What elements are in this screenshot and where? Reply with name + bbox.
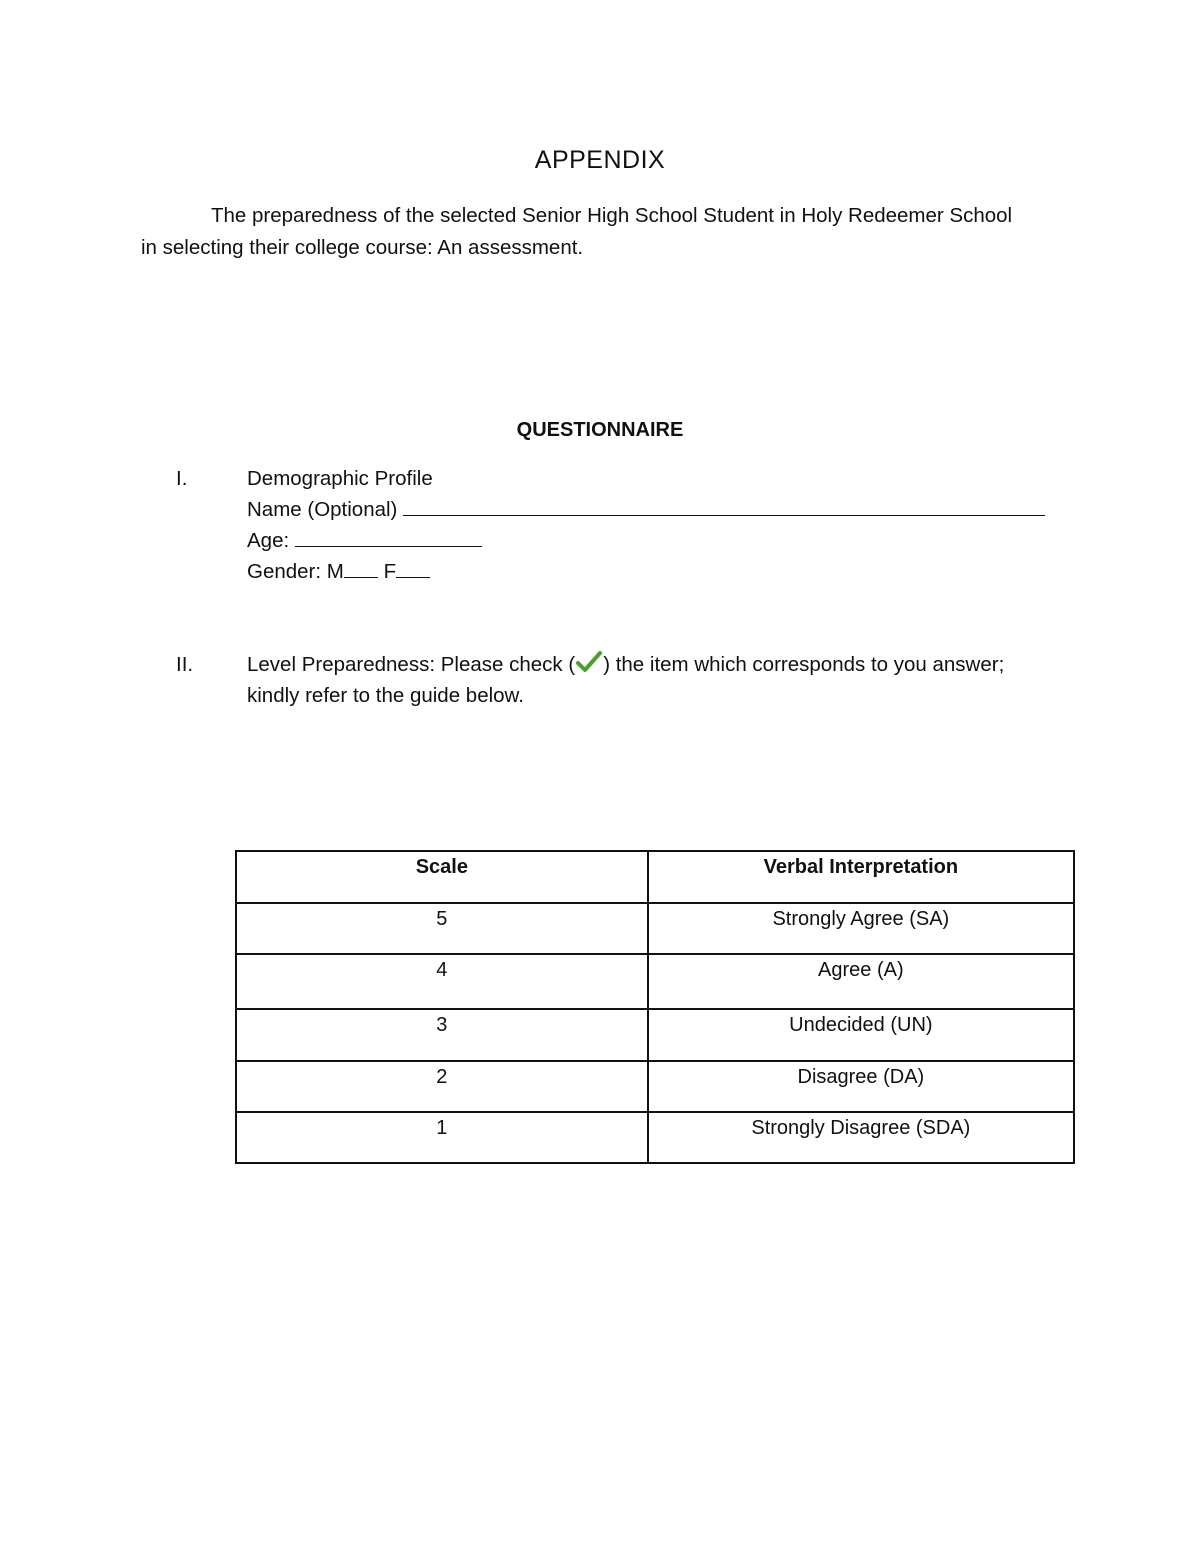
name-field-row <box>247 494 1045 525</box>
gender-field-row <box>247 556 1045 587</box>
instruction-text-after: ) the item which corresponds to you answer; <box>603 653 1005 676</box>
gender-f-label: F <box>383 560 397 583</box>
intro-paragraph <box>141 200 1081 264</box>
table-row <box>236 903 1074 954</box>
interpretation-cell: Agree (A) <box>648 954 1074 1009</box>
table-row <box>236 954 1074 1009</box>
interpretation-cell: Strongly Agree (SA) <box>648 903 1074 954</box>
checkmark-icon <box>575 650 603 674</box>
table-row <box>236 1112 1074 1163</box>
gender-m-blank[interactable] <box>344 557 378 578</box>
section-number: I. <box>176 467 188 490</box>
age-field-row <box>247 525 1045 556</box>
header-scale: Scale <box>236 851 648 903</box>
table-header-row <box>236 851 1074 903</box>
questionnaire-title: QUESTIONNAIRE <box>516 419 684 441</box>
section-heading: Demographic Profile <box>247 467 433 490</box>
intro-line-1: The preparedness of the selected Senior High School Student in Holy Redeemer School <box>211 204 1013 227</box>
scale-cell: 1 <box>236 1112 648 1163</box>
table-row <box>236 1061 1074 1112</box>
section-body <box>247 463 1045 587</box>
interpretation-cell: Disagree (DA) <box>648 1061 1074 1112</box>
header-verbal-interpretation: Verbal Interpretation <box>648 851 1074 903</box>
age-label: Age: <box>247 529 290 552</box>
name-blank-line[interactable] <box>403 495 1045 516</box>
scale-cell: 4 <box>236 954 648 1009</box>
section-body <box>247 649 1004 711</box>
instruction-line-1 <box>247 649 1004 680</box>
gender-f-blank[interactable] <box>396 557 430 578</box>
rating-guide-table <box>235 850 1075 1164</box>
intro-line-2: in selecting their college course: An assessment. <box>141 236 584 259</box>
table-row <box>236 1009 1074 1061</box>
instruction-line-2: kindly refer to the guide below. <box>247 684 524 707</box>
scale-cell: 3 <box>236 1009 648 1061</box>
interpretation-cell: Strongly Disagree (SDA) <box>648 1112 1074 1163</box>
interpretation-cell: Undecided (UN) <box>648 1009 1074 1061</box>
gender-m-label: Gender: M <box>247 560 344 583</box>
section-number: II. <box>176 653 194 676</box>
name-label: Name (Optional) <box>247 498 398 521</box>
scale-cell: 2 <box>236 1061 648 1112</box>
scale-cell: 5 <box>236 903 648 954</box>
age-blank-line[interactable] <box>295 526 482 547</box>
instruction-text-before: Level Preparedness: Please check ( <box>247 653 576 676</box>
appendix-title: APPENDIX <box>534 146 666 174</box>
